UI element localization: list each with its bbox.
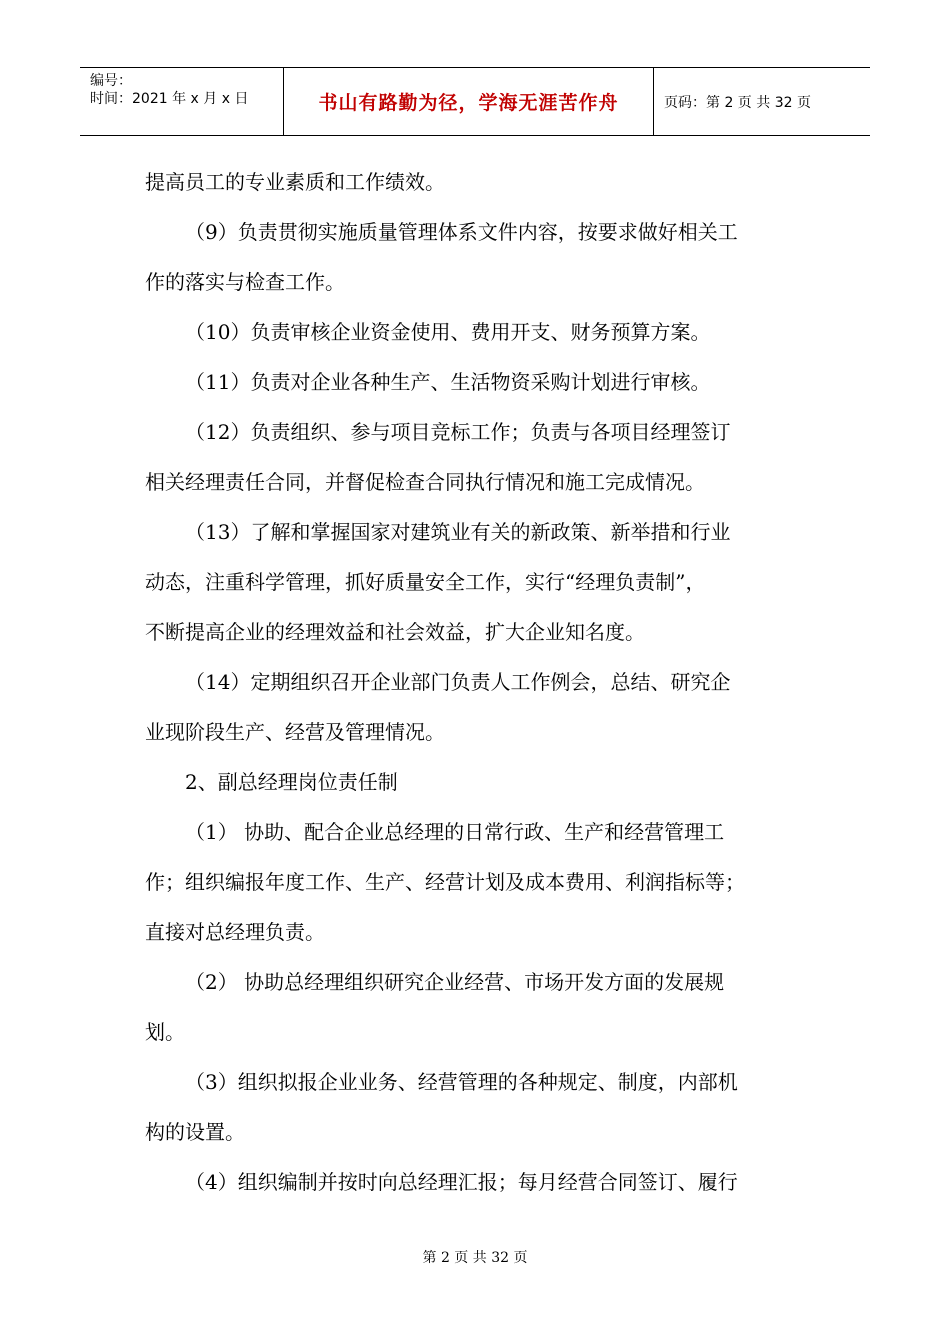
body-line: 提高员工的专业素质和工作绩效。 [145, 170, 445, 194]
body-line: （1） 协助、配合企业总经理的日常行政、生产和经营管理工 [185, 820, 725, 844]
body-line: 直接对总经理负责。 [145, 920, 325, 944]
body-line: 不断提高企业的经理效益和社会效益，扩大企业知名度。 [145, 620, 645, 644]
header-motto: 书山有路勤为径，学海无涯苦作舟 [283, 68, 654, 135]
body-line: （9）负责贯彻实施质量管理体系文件内容，按要求做好相关工 [185, 220, 738, 244]
body-line: （14）定期组织召开企业部门负责人工作例会，总结、研究企 [185, 670, 731, 694]
header-page-info: 页码：第 2 页 共 32 页 [664, 94, 811, 111]
body-line: （13）了解和掌握国家对建筑业有关的新政策、新举措和行业 [185, 520, 731, 544]
body-line: 构的设置。 [145, 1120, 245, 1144]
body-line: 动态，注重科学管理，抓好质量安全工作，实行“经理负责制”， [145, 570, 706, 594]
header-meta [80, 68, 283, 135]
document-number-label: 编号： [90, 73, 132, 89]
body-line: 相关经理责任合同，并督促检查合同执行情况和施工完成情况。 [145, 470, 705, 494]
body-line: （10）负责审核企业资金使用、费用开支、财务预算方案。 [185, 320, 711, 344]
document-date: 时间：2021 年 x 月 x 日 [90, 91, 249, 107]
body-line: （4）组织编制并按时向总经理汇报；每月经营合同签订、履行 [185, 1170, 738, 1194]
page-footer: 第 2 页 共 32 页 [422, 1250, 528, 1266]
body-line: 划。 [145, 1020, 185, 1044]
section-heading: 2、副总经理岗位责任制 [185, 770, 398, 794]
body-line: 作的落实与检查工作。 [145, 270, 345, 294]
document-body [145, 157, 811, 1207]
page-header [80, 67, 870, 136]
body-line: 作；组织编报年度工作、生产、经营计划及成本费用、利润指标等； [145, 870, 745, 894]
body-line: （2） 协助总经理组织研究企业经营、市场开发方面的发展规 [185, 970, 725, 994]
body-line: （3）组织拟报企业业务、经营管理的各种规定、制度，内部机 [185, 1070, 738, 1094]
body-line: 业现阶段生产、经营及管理情况。 [145, 720, 445, 744]
body-line: （11）负责对企业各种生产、生活物资采购计划进行审核。 [185, 370, 711, 394]
body-line: （12）负责组织、参与项目竞标工作；负责与各项目经理签订 [185, 420, 731, 444]
